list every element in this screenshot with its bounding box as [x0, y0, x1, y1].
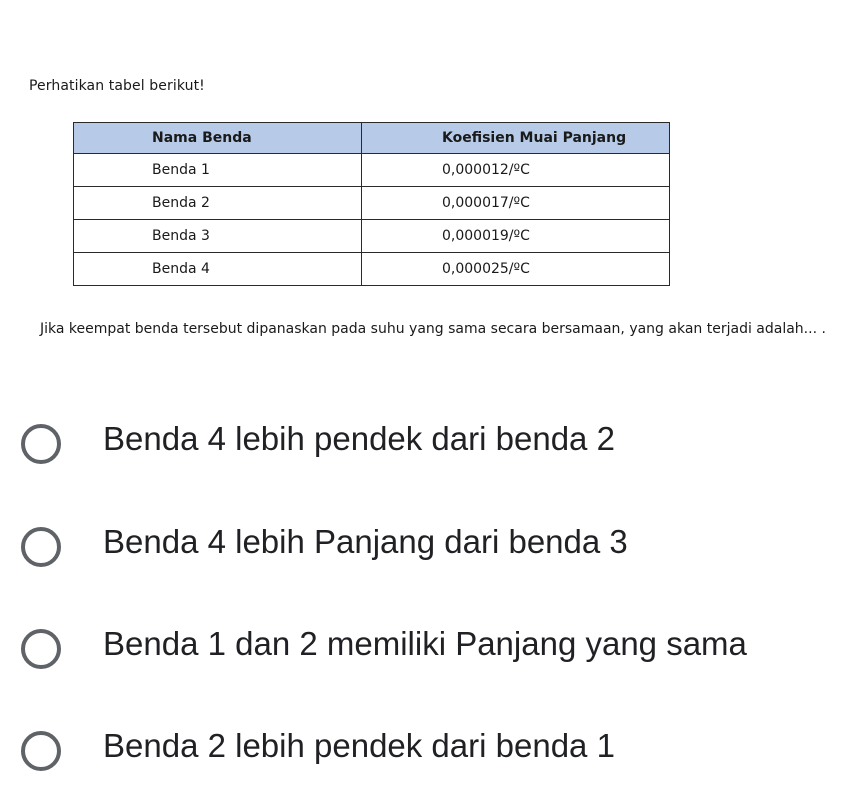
option-4[interactable]	[0, 697, 862, 777]
table-row	[74, 253, 670, 286]
option-3[interactable]	[0, 595, 862, 675]
table-cell-name: Benda 4	[74, 253, 362, 286]
table-cell-coefficient: 0,000012/ºC	[362, 154, 670, 187]
radio-button-icon[interactable]	[21, 731, 61, 771]
option-2[interactable]	[0, 493, 862, 573]
option-label: Benda 1 dan 2 memiliki Panjang yang sama	[103, 625, 747, 662]
question-text: Jika keempat benda tersebut dipanaskan pada suhu yang sama secara bersamaan, yang akan terjadi adalah... .	[40, 321, 826, 337]
intro-text: Perhatikan tabel berikut!	[29, 78, 205, 94]
table-row	[74, 187, 670, 220]
table-cell-name: Benda 2	[74, 187, 362, 220]
table-cell-coefficient: 0,000025/ºC	[362, 253, 670, 286]
column-header-name: Nama Benda	[74, 123, 362, 154]
table-cell-coefficient: 0,000017/ºC	[362, 187, 670, 220]
radio-button-icon[interactable]	[21, 527, 61, 567]
option-1[interactable]	[0, 390, 862, 470]
table-cell-coefficient: 0,000019/ºC	[362, 220, 670, 253]
question-image	[0, 0, 862, 380]
table-row	[74, 154, 670, 187]
table-row	[74, 220, 670, 253]
radio-button-icon[interactable]	[21, 424, 61, 464]
option-label: Benda 4 lebih Panjang dari benda 3	[103, 523, 628, 560]
table-cell-name: Benda 3	[74, 220, 362, 253]
radio-button-icon[interactable]	[21, 629, 61, 669]
data-table	[73, 122, 670, 286]
option-label: Benda 4 lebih pendek dari benda 2	[103, 420, 615, 457]
table-cell-name: Benda 1	[74, 154, 362, 187]
option-label: Benda 2 lebih pendek dari benda 1	[103, 727, 615, 764]
table-header-row	[74, 123, 670, 154]
column-header-coefficient: Koefisien Muai Panjang	[362, 123, 670, 154]
